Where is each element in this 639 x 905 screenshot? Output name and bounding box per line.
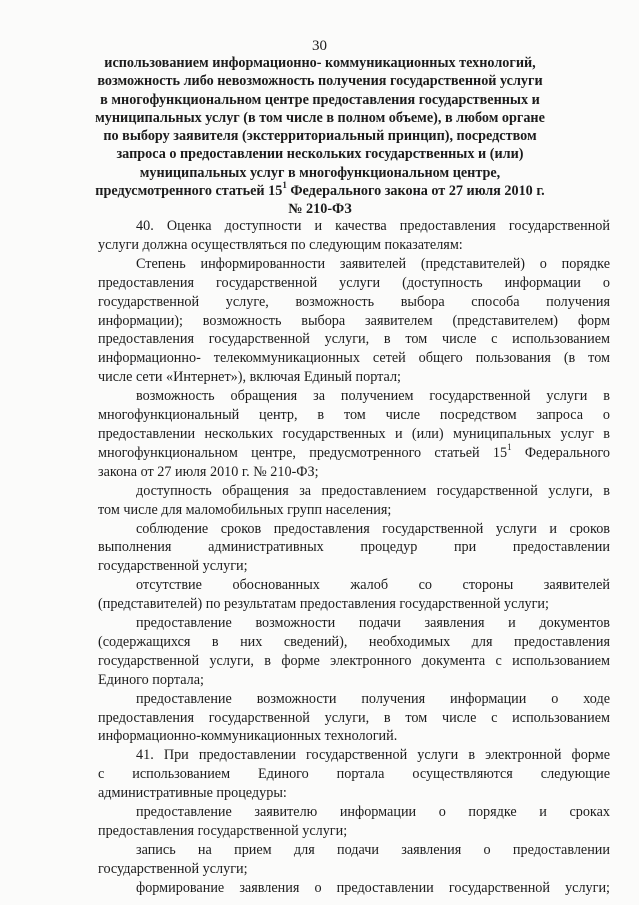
heading-line: № 210-ФЗ: [288, 201, 352, 218]
paragraph-line: формирование заявления о предоставлении государственной услуги;: [136, 879, 610, 896]
paragraph-line: информационно- телекоммуникационных сетей общего пользования (в том: [98, 350, 610, 367]
paragraph-line: том числе для маломобильных групп населения;: [98, 501, 392, 518]
paragraph-line: предоставление возможности получения информации о ходе: [136, 690, 610, 707]
paragraph-line: соблюдение сроков предоставления государственной услуги и сроков: [136, 520, 610, 537]
section-heading: [80, 54, 560, 219]
paragraph-line: предоставления государственной услуги, в том числе с использованием: [98, 331, 610, 348]
paragraph-line: (представителей) по результатам предоставления государственной услуги;: [98, 596, 549, 613]
paragraph-line: предоставления государственной услуги (доступность информации о: [98, 274, 610, 291]
page-number: 30: [312, 38, 327, 54]
paragraph-line: [98, 444, 610, 463]
superscript: 1: [507, 442, 512, 453]
paragraph-line: государственной услуге, возможность выбора способа получения: [98, 293, 610, 310]
heading-line: по выбору заявителя (экстерриториальный принцип), посредством: [103, 128, 537, 145]
paragraph-line: административные процедуры:: [98, 785, 287, 802]
paragraph-line: услуги должна осуществляться по следующим показателям:: [98, 236, 463, 253]
paragraph-line: 40. Оценка доступности и качества предоставления государственной: [136, 218, 610, 234]
heading-line: в многофункциональном центре предоставления государственных и: [100, 91, 540, 108]
paragraph-line: государственной услуги;: [98, 558, 248, 575]
heading-line: муниципальных услуг (в том числе в полном объеме), в любом органе: [95, 109, 545, 126]
paragraph-line: предоставление заявителю информации о порядке и сроках: [136, 804, 610, 821]
heading-text: Федерального закона от 27 июля 2010 г.: [286, 183, 545, 200]
paragraph-line: информации); возможность выбора заявителем (представителем) форм: [98, 312, 610, 329]
paragraph-line: 41. При предоставлении государственной услуги в электронной форме: [136, 747, 610, 764]
paragraph-line: информационно-коммуникационных технологий.: [98, 728, 398, 745]
paragraph-line: Единого портала;: [98, 671, 204, 688]
paragraph-line: Степень информированности заявителей (представителей) о порядке: [136, 255, 610, 272]
paragraph-line: многофункциональный центр, в том числе посредством запроса о: [98, 407, 610, 424]
body-text: [98, 217, 610, 898]
paragraph-text: Федерального: [511, 444, 610, 461]
paragraph-line: запись на прием для подачи заявления о предоставлении: [136, 841, 610, 858]
paragraph-line: предоставлении нескольких государственных и (или) муниципальных услуг в: [98, 425, 610, 442]
heading-line: использованием информационно- коммуникационных технологий,: [104, 55, 536, 71]
paragraph-line: (содержащихся в них сведений), необходимых для предоставления: [98, 633, 610, 650]
paragraph-line: доступность обращения за предоставлением государственной услуги, в: [136, 482, 610, 499]
heading-text: предусмотренного статьей 15: [95, 183, 283, 200]
paragraph-line: предоставления государственной услуги;: [98, 823, 348, 839]
paragraph-line: предоставления государственной услуги, в том числе с использованием: [98, 709, 610, 726]
paragraph-line: возможность обращения за получением государственной услуги в: [136, 388, 610, 405]
paragraph-line: числе сети «Интернет»), включая Единый портал;: [98, 369, 401, 386]
heading-line: возможность либо невозможность получения государственной услуги: [97, 73, 543, 90]
paragraph-line: предоставление возможности подачи заявления и документов: [136, 615, 610, 632]
heading-line: [80, 182, 560, 200]
paragraph-text: многофункциональном центре, предусмотренного статьей 15: [98, 444, 508, 461]
paragraph-line: выполнения административных процедур при предоставлении: [98, 539, 610, 556]
paragraph-line: отсутствие обоснованных жалоб со стороны заявителей: [136, 577, 610, 594]
paragraph-line: с использованием Единого портала осуществляются следующие: [98, 766, 610, 783]
superscript: 1: [282, 180, 287, 191]
paragraph-line: государственной услуги, в форме электронного документа с использованием: [98, 652, 610, 669]
paragraph-line: закона от 27 июля 2010 г. № 210-ФЗ;: [98, 463, 319, 480]
heading-line: муниципальных услуг в многофункциональном центре,: [139, 164, 501, 181]
heading-line: запроса о предоставлении нескольких государственных и (или): [116, 146, 524, 163]
paragraph-line: государственной услуги;: [98, 860, 248, 877]
